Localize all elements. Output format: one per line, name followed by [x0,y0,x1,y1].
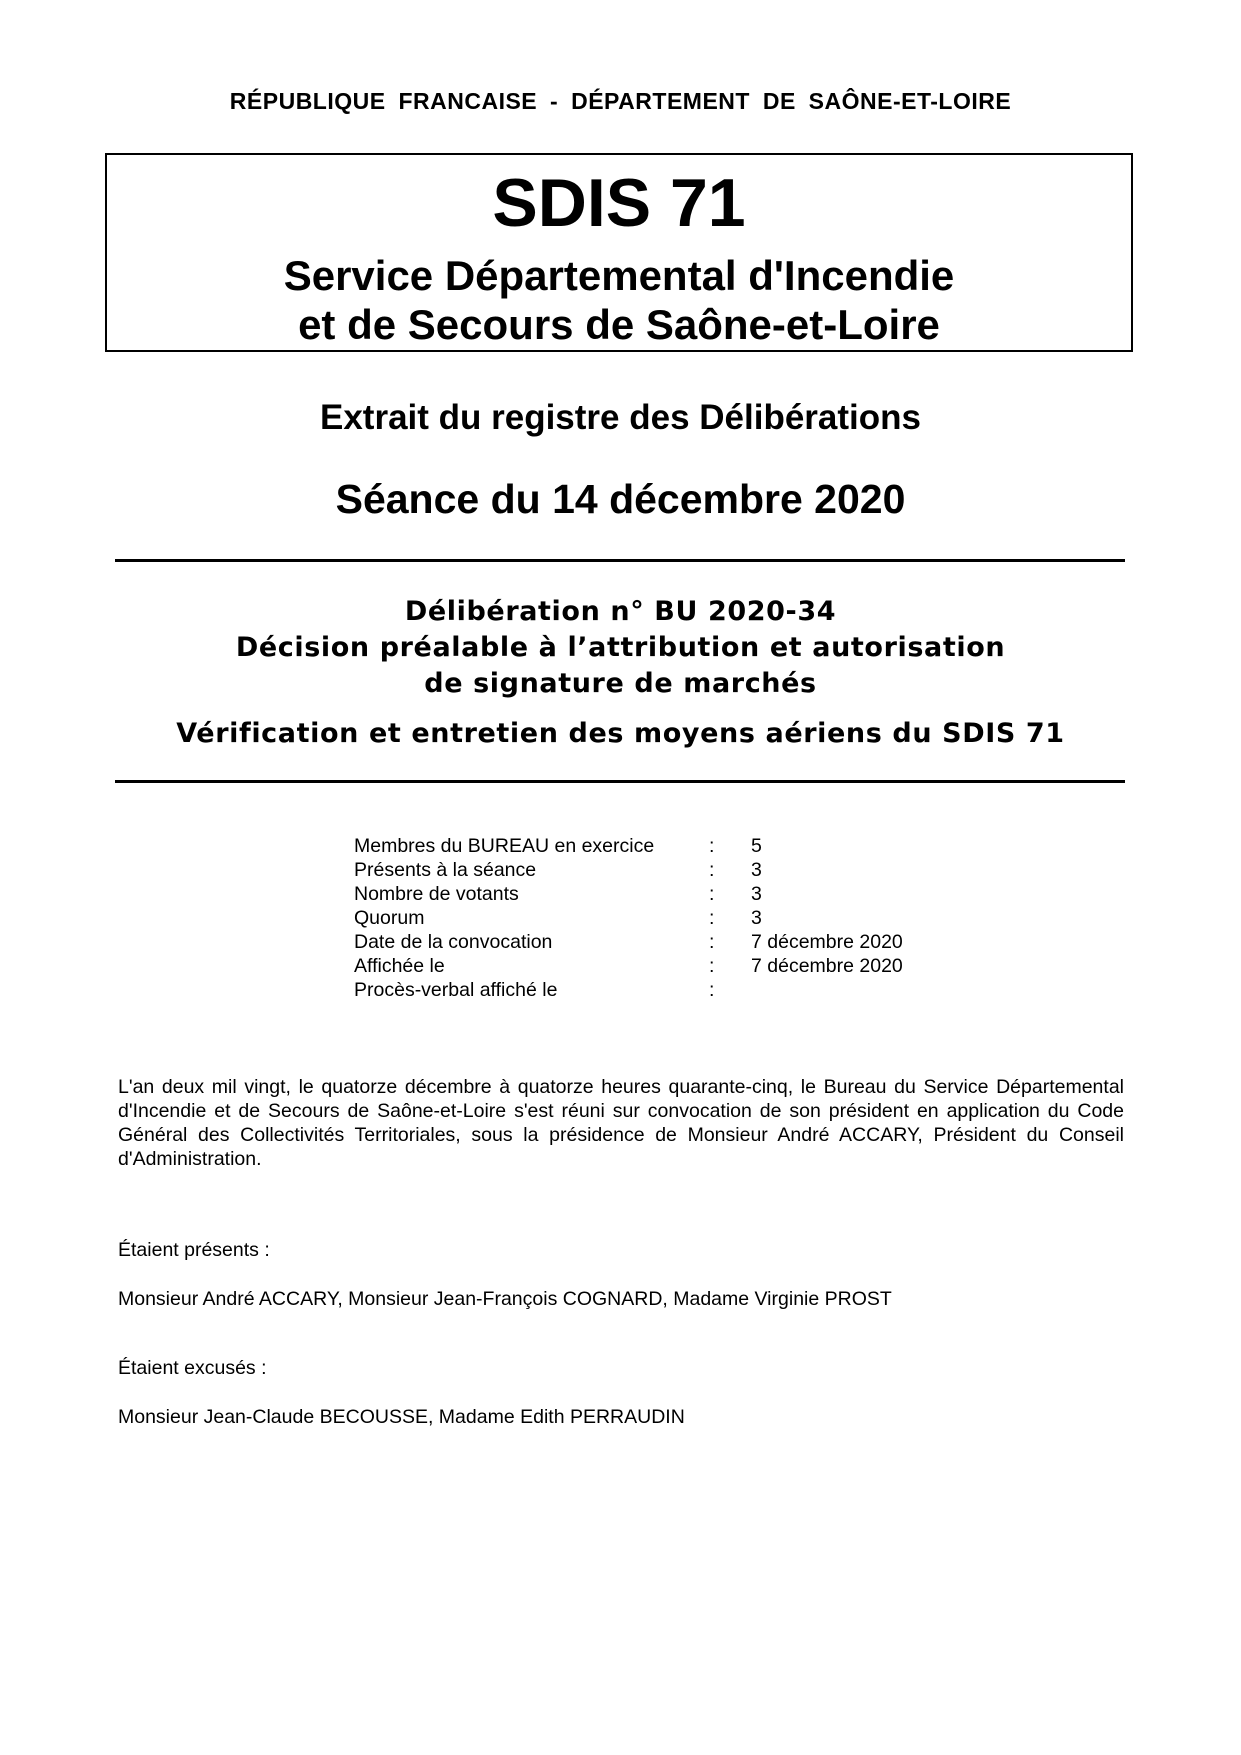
divider-bottom [115,780,1125,783]
meta-value: 7 décembre 2020 [751,931,903,953]
session-date-title: Séance du 14 décembre 2020 [335,476,906,522]
meta-label: Présents à la séance [354,859,537,881]
register-extract-title: Extrait du registre des Délibérations [319,398,921,437]
meta-colon: : [709,955,715,977]
meta-colon: : [709,835,715,857]
deliberation-block [0,594,1241,752]
meta-label: Membres du BUREAU en exercice [354,835,655,857]
deliberation-number: Délibération n° BU 2020-34 [404,596,837,627]
divider-top [115,559,1125,562]
meta-row [354,978,903,1002]
deliberation-title-line2: de signature de marchés [424,668,817,699]
meta-row [354,834,903,858]
meta-row [354,858,903,882]
present-names: Monsieur André ACCARY, Monsieur Jean-François COGNARD, Madame Virginie PROST [118,1288,892,1310]
meta-row [354,906,903,930]
service-name [107,251,1131,349]
meta-colon: : [709,931,715,953]
meta-colon: : [709,979,715,1001]
meta-value: 3 [751,907,762,929]
meta-colon: : [709,883,715,905]
meta-value: 7 décembre 2020 [751,955,903,977]
service-name-line1: Service Départemental d'Incendie [283,252,955,299]
meta-colon: : [709,859,715,881]
meta-value: 3 [751,859,762,881]
title-box [105,153,1133,352]
meta-label: Procès-verbal affiché le [354,979,558,1001]
meta-row [354,930,903,954]
republic-header: RÉPUBLIQUE FRANCAISE - DÉPARTEMENT DE SAÔNE-ET-LOIRE [229,88,1012,114]
meta-row [354,954,903,978]
service-name-line2: et de Secours de Saône-et-Loire [298,301,940,348]
meta-value: 3 [751,883,762,905]
meta-colon: : [709,907,715,929]
meta-label: Nombre de votants [354,883,519,905]
excused-heading: Étaient excusés : [118,1357,267,1379]
intro-paragraph: L'an deux mil vingt, le quatorze décembre à quatorze heures quarante-cinq, le Bureau du Service Départemental d'Incendie et de Secours de Saône-et-Loire s'est réuni sur convocation de son président en application du Code Général des Collectivités Territoriales, sous la présidence de Monsieur André ACCARY, Président du Conseil d'Administration. [118,1076,1124,1170]
deliberation-title-line1: Décision préalable à l’attribution et autorisation [235,632,1006,663]
meeting-metadata [354,834,903,1002]
meta-value: 5 [751,835,762,857]
present-heading: Étaient présents : [118,1239,270,1261]
meta-label: Quorum [354,907,425,929]
excused-names: Monsieur Jean-Claude BECOUSSE, Madame Edith PERRAUDIN [118,1406,685,1428]
meta-label: Date de la convocation [354,931,553,953]
meta-label: Affichée le [354,955,445,977]
deliberation-subject: Vérification et entretien des moyens aériens du SDIS 71 [176,718,1065,749]
meta-row [354,882,903,906]
sdis-title: SDIS 71 [492,165,746,241]
